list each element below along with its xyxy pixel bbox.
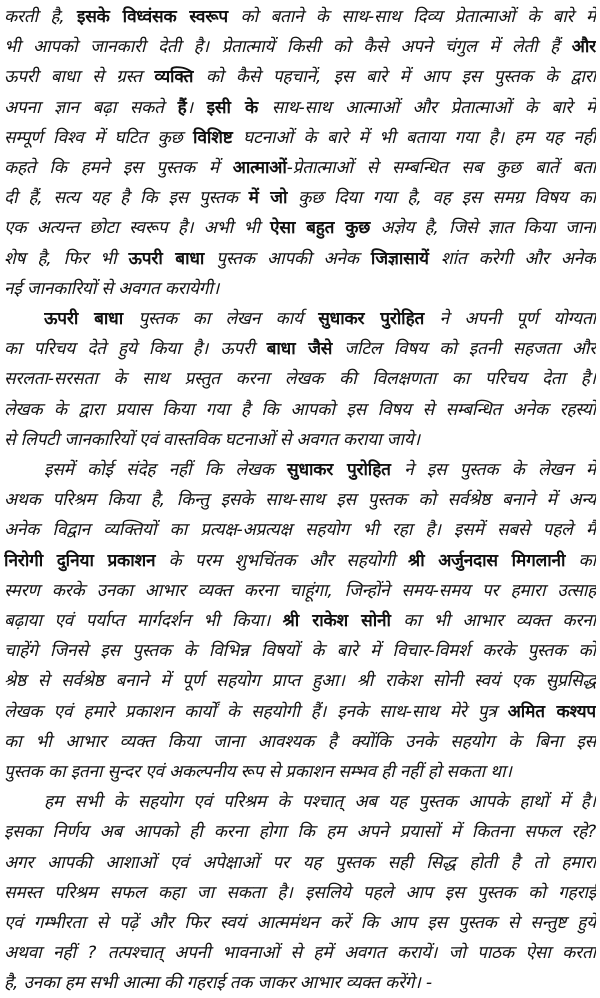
text-segment: दी हैं, सत्य यह है कि इस पुस्तक — [4, 188, 249, 209]
text-segment: का भी आभार व्यक्त किया जाना आवश्यक है क्योंकि उनके सहयोग के बिना इस — [4, 731, 596, 752]
text-segment: सरलता-सरसता के साथ प्रस्तुत करना लेखक की विलक्षणता का परिचय देता है। — [4, 369, 596, 390]
text-segment: है, उनका हम सभी आत्मा की गहराई तक जाकर आभार व्यक्त करेंगे। - — [4, 973, 432, 994]
bold-text-segment: इसके विध्वंसक स्वरूप — [76, 7, 228, 27]
text-segment: नई जानकारियों से अवगत करायेगी। — [4, 278, 220, 299]
text-line — [44, 455, 596, 485]
text-line — [4, 62, 596, 92]
text-line — [4, 606, 596, 636]
text-line — [4, 213, 596, 243]
text-line — [4, 425, 596, 455]
text-segment: पुस्तक का इतना सुन्दर एवं अकल्पनीय रूप से प्रकाशन सम्भव ही नहीं हो सकता था। — [4, 762, 512, 782]
bold-text-segment: हैं — [177, 97, 187, 118]
text-segment: -प्रेतात्माओं से सम्बन्धित सब कुछ बातें बता — [286, 158, 596, 178]
text-line — [4, 244, 596, 274]
text-segment: बढ़ाया एवं पर्याप्त मार्गदर्शन भी किया। — [4, 611, 283, 631]
bold-text-segment: इसी के — [206, 97, 259, 118]
text-segment: लेखक के द्वारा प्रयास किया गया है कि आपको इस विषय से सम्बन्धित अनेक रहस्यों — [4, 399, 596, 420]
text-segment: अपना ज्ञान बढ़ा सकते — [4, 97, 178, 118]
text-line — [4, 334, 596, 364]
bold-text-segment: विशिष्ट — [193, 127, 233, 148]
text-segment: का परिचय देते हुये किया है। ऊपरी — [4, 339, 267, 360]
text-segment: पुस्तक का लेखन कार्य — [123, 309, 319, 329]
text-segment: घटनाओं के बारे में भी बताया गया है। हम यह नहीं — [232, 127, 596, 148]
text-line — [4, 817, 596, 847]
bold-text-segment: जिज्ञासायें — [370, 248, 429, 269]
text-segment: शेष है, फिर भी — [4, 248, 129, 269]
text-segment: अज्ञेय है, जिसे ज्ञात किया जाना — [370, 218, 596, 239]
text-line — [4, 727, 596, 757]
text-line — [4, 485, 596, 515]
text-segment: का — [565, 550, 596, 571]
text-segment: स्मरण करके उनका आभार व्यक्त करना चाहूंगा, जिन्होंने समय-समय पर हमारा उत्साह — [4, 580, 596, 601]
text-segment: को बताने के साथ-साथ दिव्य प्रेतात्माओं के बारे में — [228, 7, 596, 27]
text-line — [44, 787, 596, 817]
text-segment: समस्त परिश्रम सफल कहा जा सकता है। इसलिये पहले आप इस पुस्तक को गहराई — [4, 882, 596, 903]
text-segment: । — [186, 97, 207, 118]
text-segment: श्रेष्ठ से सर्वश्रेष्ठ बनाने में पूर्ण सहयोग प्राप्त हुआ। श्री राकेश सोनी स्वयं एक सुप्रसिद्ध — [4, 671, 596, 692]
text-segment: एवं गम्भीरता से पढ़ें और फिर स्वयं आत्ममंथन करें कि आप इस पुस्तक से सन्तुष्ट हुये — [4, 913, 596, 933]
text-line — [4, 183, 596, 213]
text-segment: ऊपरी बाधा से ग्रस्त — [4, 67, 155, 88]
text-segment: को कैसे पहचानें, इस बारे में आप इस पुस्तक के द्वारा — [193, 67, 596, 88]
bold-text-segment: सुधाकर पुरोहित — [318, 309, 425, 329]
text-segment: साथ-साथ आत्माओं और प्रेतात्माओं के बारे में — [258, 97, 596, 118]
text-line — [4, 2, 596, 32]
text-line — [4, 32, 596, 62]
text-segment: भी आपको जानकारी देती है। प्रेतात्मायें किसी को कैसे अपने चंगुल में लेती हैं — [4, 37, 572, 58]
bold-text-segment: निरोगी दुनिया प्रकाशन — [4, 550, 156, 571]
text-segment: चाहेंगे जिनसे इस पुस्तक के विभिन्न विषयों के बारे में विचार-विमर्श करके पुस्तक को — [4, 641, 596, 662]
text-segment: कहते कि हमने इस पुस्तक में — [4, 158, 233, 178]
text-line — [4, 908, 596, 938]
text-segment: के परम शुभचिंतक और सहयोगी — [155, 550, 409, 571]
bold-text-segment: और — [571, 37, 596, 58]
text-segment: करती है, — [4, 7, 77, 27]
text-segment: अथक परिश्रम किया है, किन्तु इसके साथ-साथ इस पुस्तक को सर्वश्रेष्ठ बनाने में अन्य — [4, 490, 596, 511]
text-line — [4, 93, 596, 123]
text-segment: पुस्तक आपकी अनेक — [204, 248, 371, 269]
text-segment: ने अपनी पूर्ण योग्यता — [424, 309, 596, 329]
text-segment: शांत करेगी और अनेक — [428, 248, 596, 269]
bold-text-segment: श्री अर्जुनदास मिगलानी — [408, 550, 566, 571]
text-segment: लेखक एवं हमारे प्रकाशन कार्यों के सहयोगी हैं। इनके साथ-साथ मेरे पुत्र — [4, 701, 508, 722]
text-segment: इसका निर्णय अब आपको ही करना होगा कि हम अपने प्रयासों में कितना सफल रहे? — [4, 822, 596, 843]
text-line — [4, 153, 596, 183]
bold-text-segment: व्यक्ति — [154, 67, 194, 88]
text-segment: का भी आभार व्यक्त करना — [390, 611, 596, 631]
text-line — [4, 666, 596, 696]
text-segment: अथवा नहीं ? तत्पश्चात् अपनी भावनाओं से हमें अवगत करायें। जो पाठक ऐसा करता — [4, 943, 596, 964]
bold-text-segment: आत्माओं — [232, 158, 287, 178]
bold-text-segment: बाधा जैसे — [266, 339, 333, 360]
text-segment: सम्पूर्ण विश्व में घटित कुछ — [4, 127, 194, 148]
text-line — [4, 968, 596, 998]
text-segment: एक अत्यन्त छोटा स्वरूप है। अभी भी — [4, 218, 271, 239]
bold-text-segment: सुधाकर पुरोहित — [287, 460, 391, 480]
text-segment: अनेक विद्वान व्यक्तियों का प्रत्यक्ष-अप्रत्यक्ष सहयोग भी रहा है। इसमें सबसे पहले मैं — [4, 520, 596, 541]
bold-text-segment: में जो — [248, 188, 288, 209]
text-line — [44, 304, 596, 334]
text-line — [4, 878, 596, 908]
text-segment: अगर आपकी आशाओं एवं अपेक्षाओं पर यह पुस्तक सही सिद्ध होती है तो हमारा — [4, 852, 596, 873]
text-line — [4, 546, 596, 576]
text-segment: हम सभी के सहयोग एवं परिश्रम के पश्चात् अब यह पुस्तक आपके हाथों में है। — [44, 792, 596, 813]
text-line — [4, 938, 596, 968]
text-line — [4, 757, 596, 787]
text-line — [4, 636, 596, 666]
bold-text-segment: ऐसा बहुत कुछ — [270, 218, 371, 239]
text-line — [4, 274, 596, 304]
text-line — [4, 515, 596, 545]
text-segment: ने इस पुस्तक के लेखन में — [390, 460, 596, 480]
text-segment: से लिपटी जानकारियों एवं वास्तविक घटनाओं से अवगत कराया जाये। — [4, 429, 420, 450]
bold-text-segment: ऊपरी बाधा — [44, 309, 123, 329]
text-line — [4, 576, 596, 606]
text-segment: जटिल विषय को इतनी सहजता और — [332, 339, 596, 360]
text-line — [4, 395, 596, 425]
text-line — [4, 364, 596, 394]
bold-text-segment: अमित कश्यप — [507, 701, 596, 722]
text-segment: कुछ दिया गया है, वह इस समग्र विषय का — [287, 188, 596, 209]
text-line — [4, 697, 596, 727]
text-line — [4, 848, 596, 878]
bold-text-segment: ऊपरी बाधा — [128, 248, 205, 269]
text-segment: इसमें कोई संदेह नहीं कि लेखक — [44, 460, 288, 480]
text-line — [4, 123, 596, 153]
bold-text-segment: श्री राकेश सोनी — [282, 611, 391, 631]
